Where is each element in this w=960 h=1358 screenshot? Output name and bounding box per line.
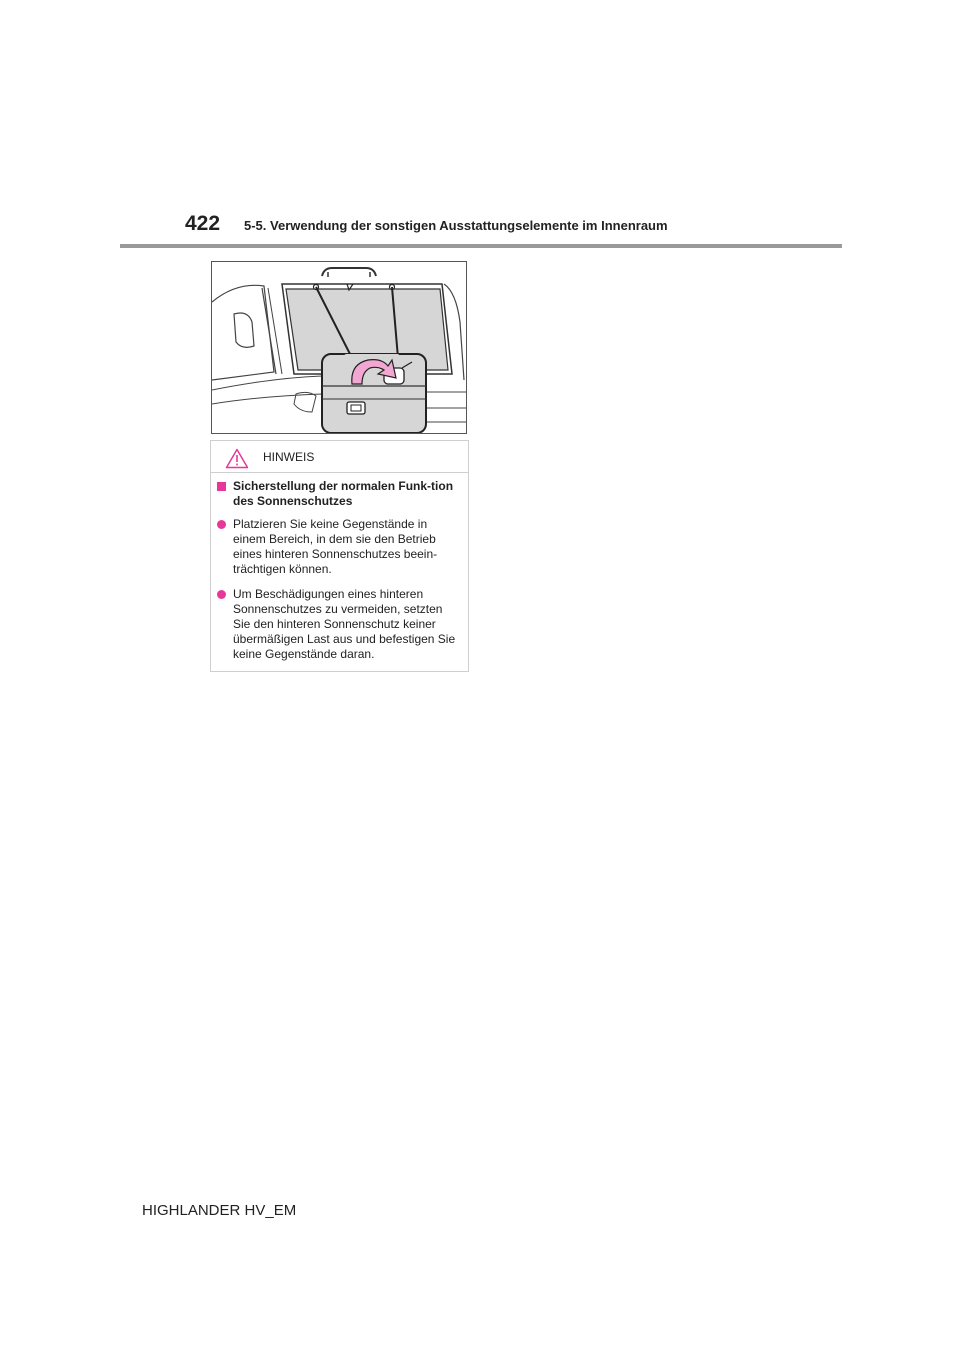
notice-body — [211, 473, 468, 662]
notice-label: HINWEIS — [263, 450, 315, 464]
warning-triangle-icon — [225, 448, 249, 469]
sunshade-drawing — [212, 262, 466, 433]
header-rule — [120, 244, 842, 248]
notice-item — [217, 587, 456, 662]
notice-item — [217, 517, 456, 577]
notice-header — [211, 441, 468, 473]
notice-heading-text: Sicherstellung der normalen Funk-tion des Sonnenschutzes — [233, 479, 454, 508]
notice-item-text: Platzieren Sie keine Gegenstände in einem Bereich, in dem sie den Betrieb eines hinteren Sonnenschutzes beein-trächtigen können. — [233, 517, 438, 576]
circle-bullet-icon — [217, 520, 226, 529]
notice-item-text: Um Beschädigungen eines hinteren Sonnenschutzes zu vermeiden, setzten Sie den hinteren Sonnenschutz keiner übermäßigen Last aus und befestigen Sie keine Gegenstände daran. — [233, 587, 456, 661]
sunshade-illustration — [211, 261, 467, 434]
notice-heading — [217, 479, 456, 509]
section-title: 5-5. Verwendung der sonstigen Ausstattungselemente im Innenraum — [244, 218, 668, 233]
circle-bullet-icon — [217, 590, 226, 599]
square-bullet-icon — [217, 482, 226, 491]
model-code: HIGHLANDER HV_EM — [142, 1202, 297, 1219]
page-number: 422 — [185, 212, 221, 235]
notice-box — [210, 440, 469, 672]
